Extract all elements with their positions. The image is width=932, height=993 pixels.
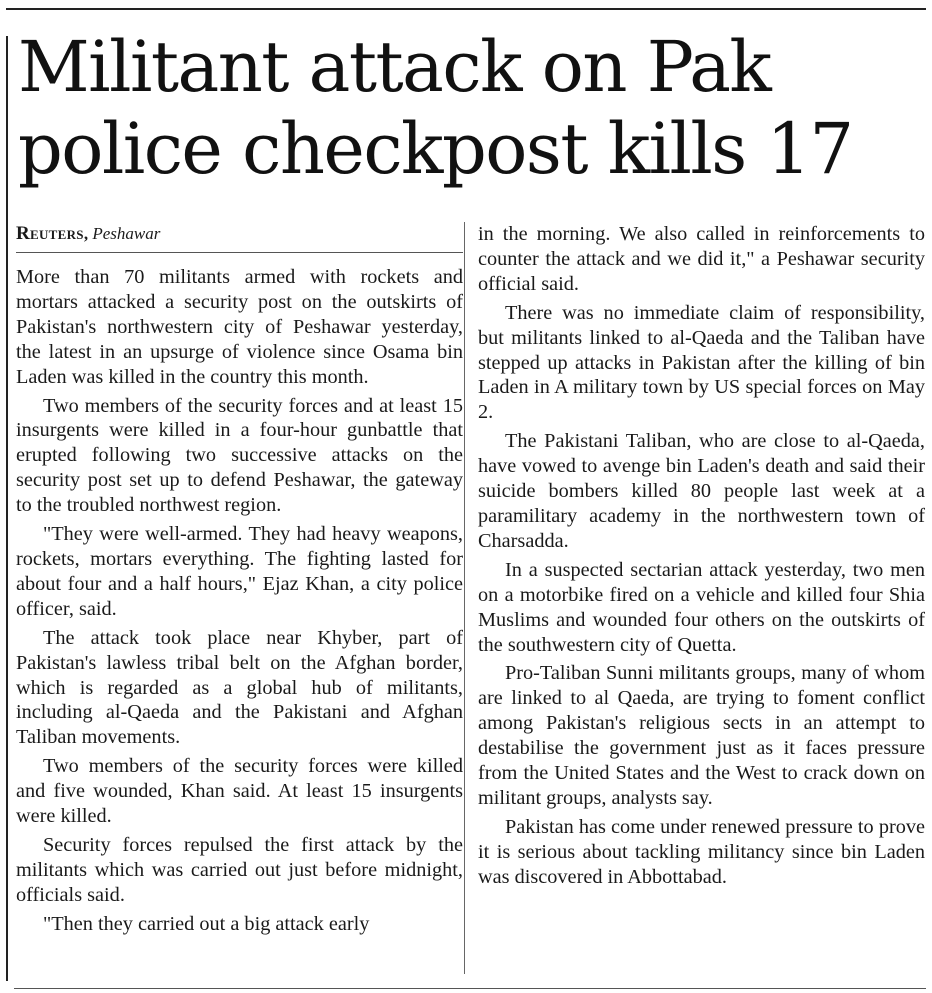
paragraph: "Then they carried out a big attack early [43,912,370,935]
headline: Militant attack on Pak police checkpost kills 17 [18,26,853,190]
paragraph: Security forces repulsed the first attack by the militants which was carried out just before midnight, officials said. [16,833,463,906]
paragraph: in the morning. We also called in reinforcements to counter the attack and we did it," a Peshawar security official said. [478,223,925,295]
top-rule [6,8,926,10]
paragraph: Two members of the security forces were killed and five wounded, Khan said. At least 15 insurgents were killed. [16,755,463,828]
byline-agency: Reuters [16,223,84,244]
paragraph: Pakistan has come under renewed pressure to prove it is serious about tackling militancy since bin Laden was discovered in Abbottabad. [478,815,925,888]
paragraph: The Pakistani Taliban, who are close to al-Qaeda, have vowed to avenge bin Laden's death and said their suicide bombers killed 80 people last week at a paramilitary academy in the northwestern town of Charsadda. [478,430,925,552]
byline-place: Peshawar [92,224,161,243]
paragraph: The attack took place near Khyber, part of Pakistan's lawless tribal belt on the Afghan border, which is regarded as a global hub of militants, including al-Qaeda and the Pakistani and Afghan Taliban movements. [16,626,463,749]
byline-separator: , [83,224,89,243]
byline [16,222,463,253]
bottom-rule [14,988,926,989]
column-divider [464,222,465,974]
paragraph: In a suspected sectarian attack yesterday, two men on a motorbike fired on a vehicle and killed four Shia Muslims and wounded four others on the outskirts of the southwestern city of Quetta. [478,558,925,656]
paragraph: There was no immediate claim of responsibility, but militants linked to al-Qaeda and the Taliban have stepped up attacks in Pakistan after the killing of bin Laden in A military town by US special forces on May 2. [478,301,925,424]
paragraph: "They were well-armed. They had heavy weapons, rockets, mortars everything. The fighting lasted for about four and a half hours," Ejaz Khan, a city police officer, said. [16,523,463,620]
paragraph: More than 70 militants armed with rockets and mortars attacked a security post on the outskirts of Pakistan's northwestern city of Peshawar yesterday, the latest in an upsurge of violence since Osama bin Laden was killed in the country this month. [16,266,463,388]
left-rule [6,36,8,981]
left-column [16,222,463,941]
right-column [478,222,925,894]
paragraph: Pro-Taliban Sunni militants groups, many of whom are linked to al Qaeda, are trying to foment conflict among Pakistan's religious sects in an attempt to destabilise the government just as it faces pressure from the United States and the West to crack down on militant groups, analysts say. [478,662,925,809]
paragraph: Two members of the security forces and at least 15 insurgents were killed in a four-hour gunbattle that erupted following two successive attacks on the security post set up to defend Peshawar, the gateway to the troubled northwest region. [16,394,463,517]
